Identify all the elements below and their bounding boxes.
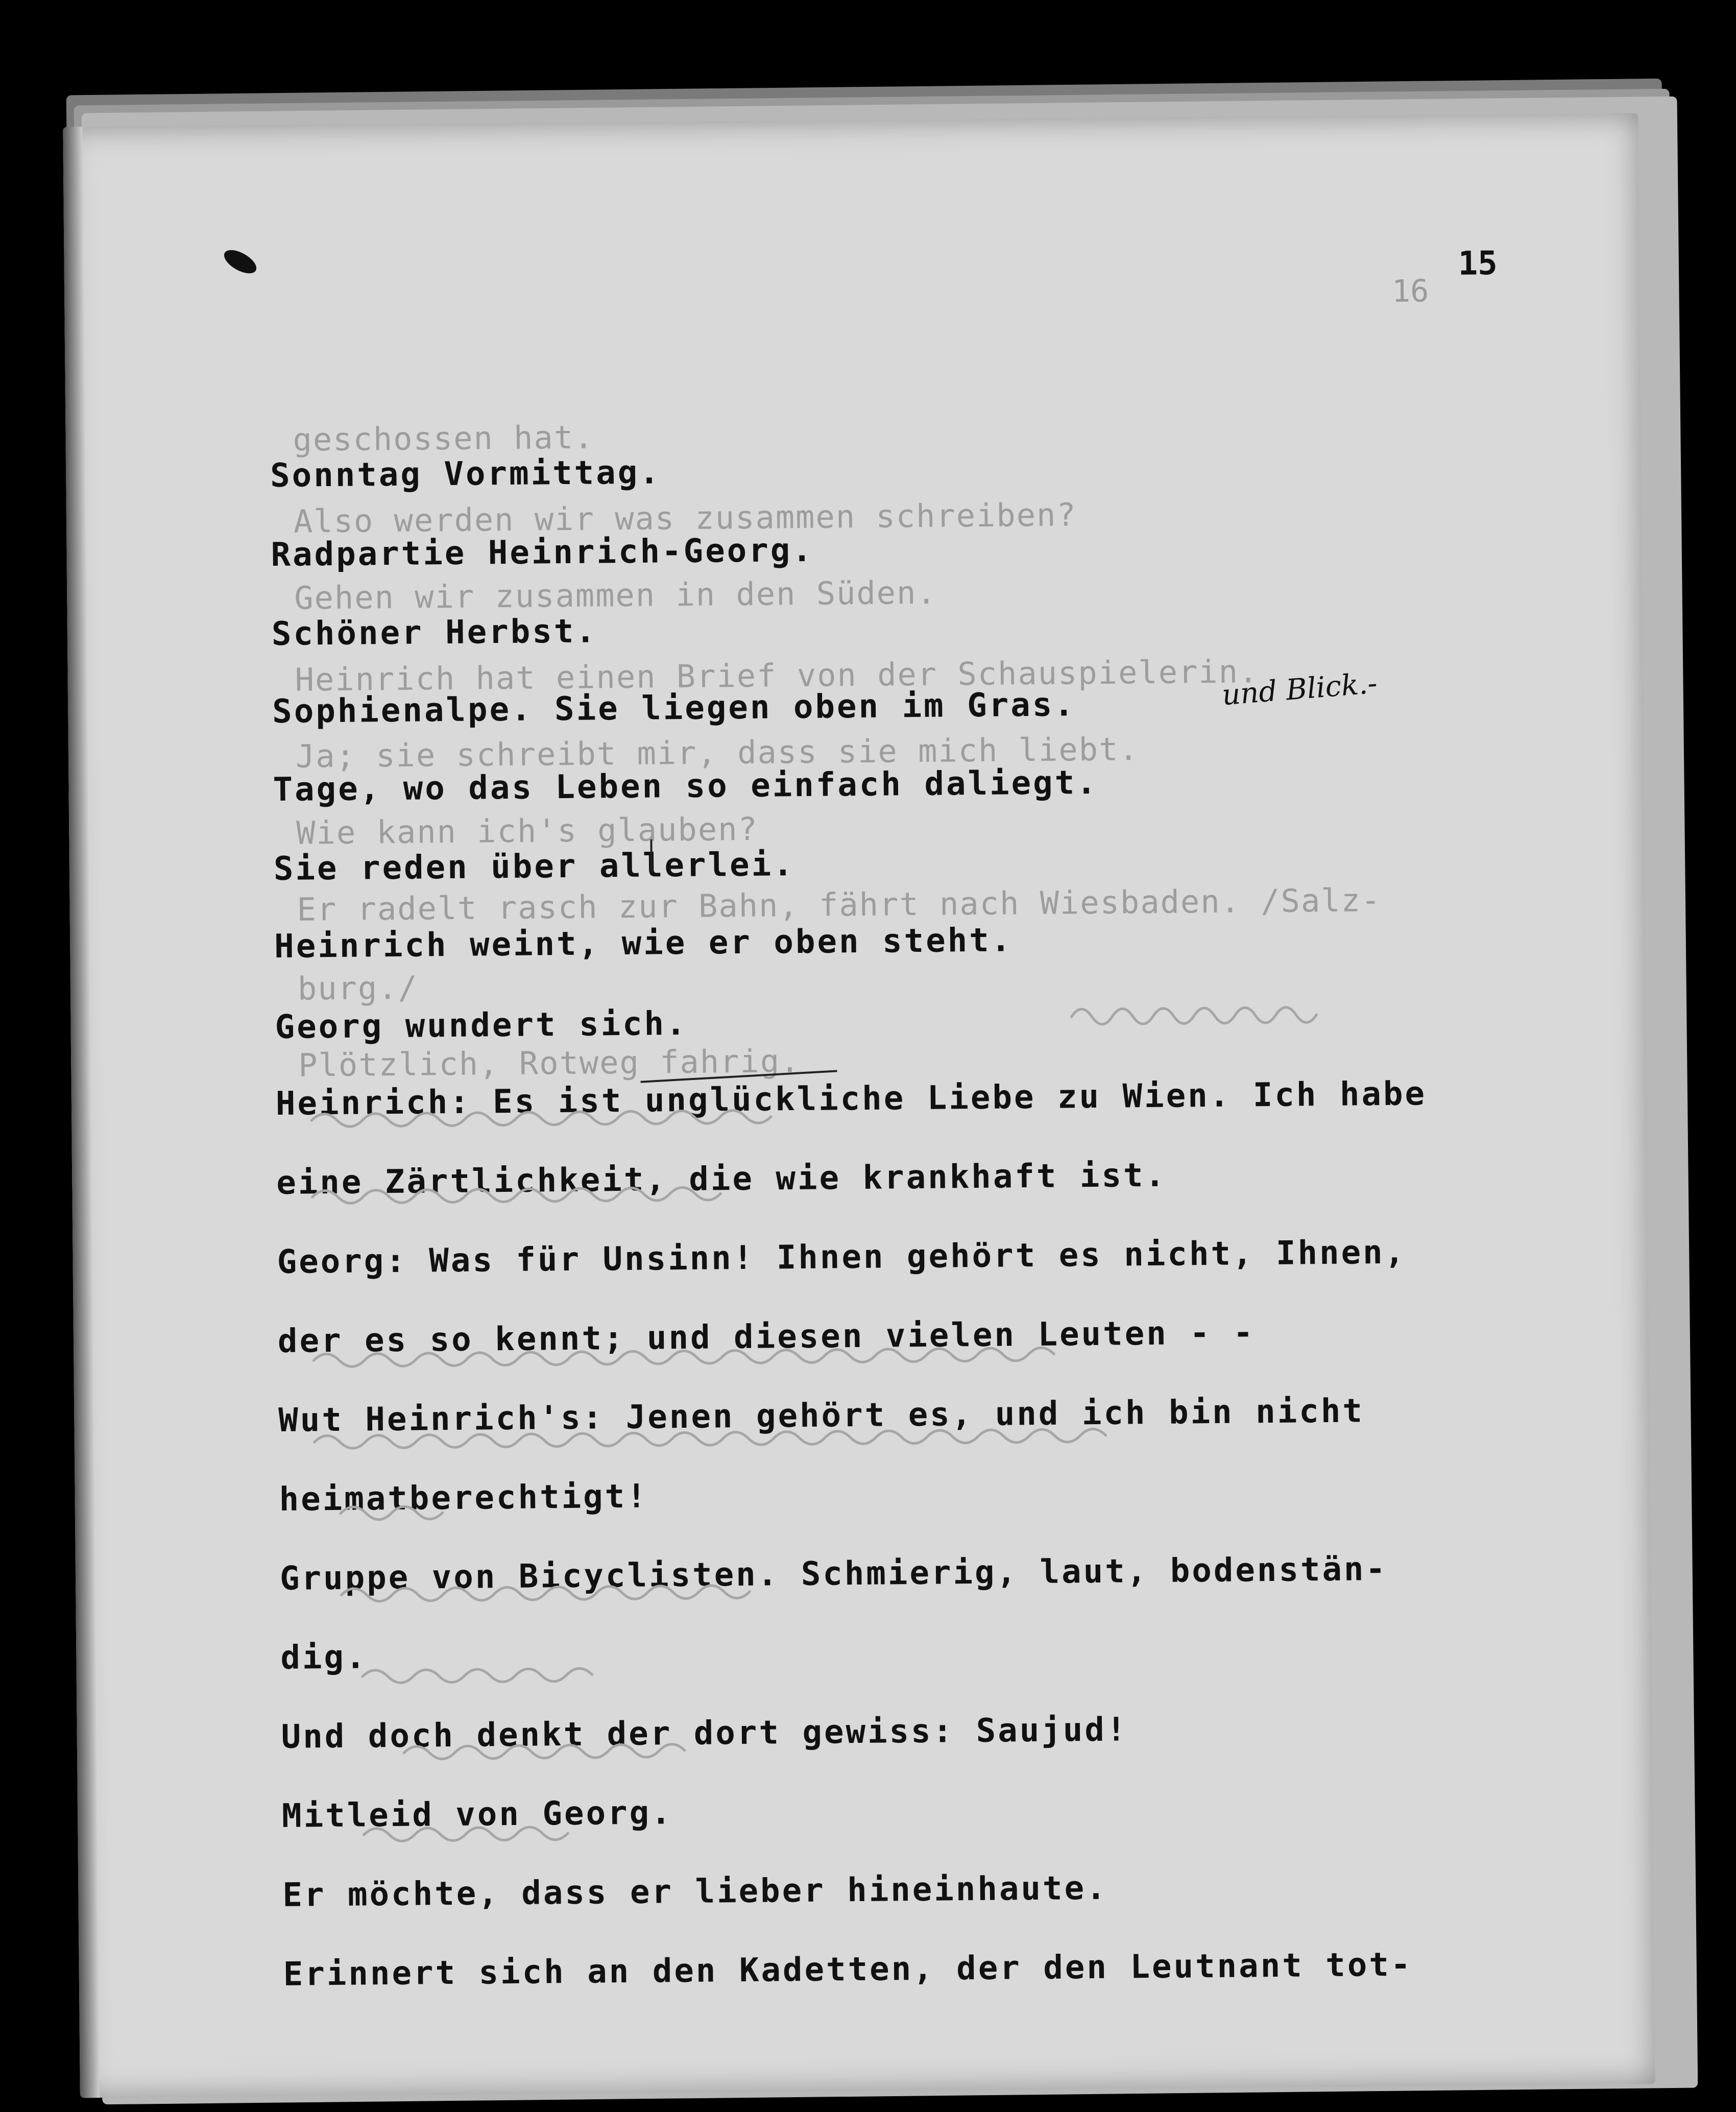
typed-line: Heinrich: Es ist unglückliche Liebe zu Wien. Ich habe [275,1075,1427,1123]
typed-line: Georg: Was für Unsinn! Ihnen gehört es nicht, Ihnen, [277,1233,1407,1281]
typed-line: Radpartie Heinrich-Georg. [271,531,814,574]
typed-line: der es so kennt; und diesen vielen Leuten - - [277,1314,1256,1360]
typed-line: Georg wundert sich. [275,1004,688,1046]
bleed-through-line: Plötzlich, Rotweg fahrig. [298,1042,801,1084]
typed-line: Er möchte, dass er lieber hineinhaute. [282,1869,1108,1914]
typed-line: dig. [280,1638,368,1677]
typed-line: heimatberechtigt! [279,1477,649,1519]
page-number-faint: 16 [1391,273,1429,309]
bleed-through-line: Ja; sie schreibt mir, dass sie mich liebt. [295,730,1139,775]
typed-line: Wut Heinrich's: Jenen gehört es, und ich bin nicht [278,1392,1365,1439]
typed-line: Und doch denkt der dort gewiss: Saujud! [281,1711,1128,1756]
typed-line: Heinrich weint, wie er oben steht. [274,921,1013,966]
typescript-page [63,113,1655,2098]
bleed-through-line: Heinrich hat einen Brief von der Schauspielerin. [295,653,1259,699]
bleed-through-line: burg./ [297,969,419,1007]
typed-line: eine Zärtlichkeit, die wie krankhaft ist. [276,1156,1167,1202]
pencil-marginalia [63,113,1655,2098]
typed-line: Sophienalpe. Sie liegen oben im Gras. [272,686,1076,731]
typed-line: Sonntag Vormittag. [270,453,662,495]
bleed-through-line: geschossen hat. [293,418,594,459]
typed-line: Erinnert sich an den Kadetten, der den Leutnant tot- [283,1946,1413,1994]
bleed-through-line: Also werden wir was zusammen schreiben? [293,496,1077,540]
typed-line: Mitleid von Georg. [281,1794,673,1835]
typed-line: Gruppe von Bicyclisten. Schmierig, laut, bodenstän- [279,1550,1388,1598]
bleed-through-line: Gehen wir zusammen in den Süden. [294,573,937,617]
typed-line: Schöner Herbst. [271,612,598,654]
bleed-through-line: Er radelt rasch zur Bahn, fährt nach Wiesbaden. /Salz- [297,881,1382,928]
typed-line: Sie reden über allerlei. [273,846,795,888]
handwritten-annotation: und Blick.- [1220,666,1379,712]
page-number: 15 [1458,245,1498,283]
bleed-through-line: Wie kann ich's glauben? [296,810,759,852]
typed-line: Tage, wo das Leben so einfach daliegt. [273,763,1099,809]
